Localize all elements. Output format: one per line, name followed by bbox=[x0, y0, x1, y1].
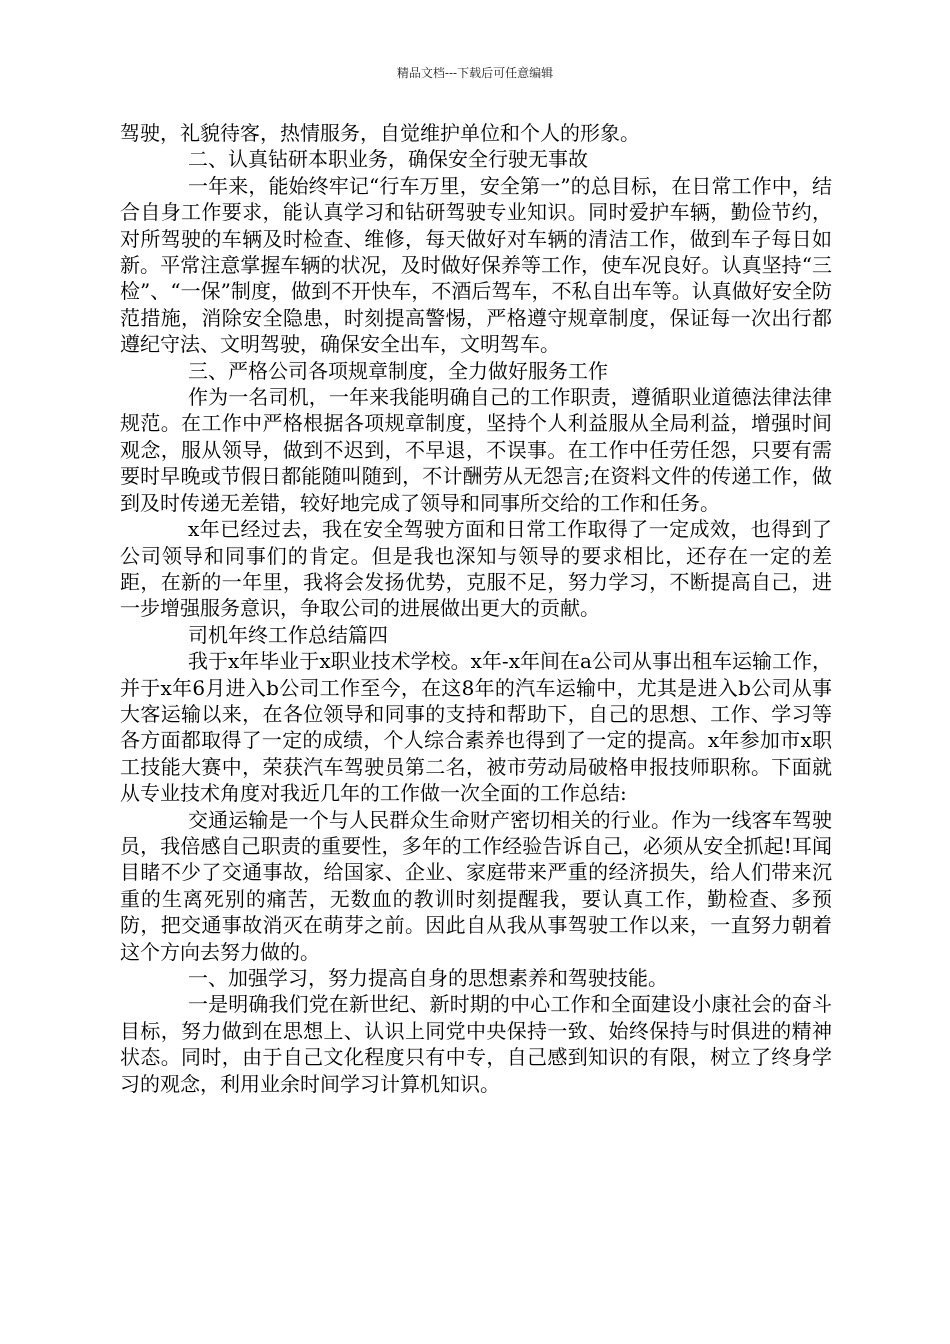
section-heading: 二、认真钻研本职业务，确保安全行驶无事故 bbox=[188, 147, 588, 172]
document-body bbox=[120, 120, 832, 1097]
paragraph: 驾驶，礼貌待客，热情服务，自觉维护单位和个人的形象。 bbox=[120, 121, 640, 145]
paragraph: 一年来，能始终牢记“行车万里，安全第一”的总目标，在日常工作中，结合自身工作要求，能认真学习和钻研驾驶专业知识。同时爱护车辆，勤俭节约，对所驾驶的车辆及时检查、维修，每天做好对车辆的清洁工作，做到车子每日如新。平常注意掌握车辆的状况，及时做好保养等工作，使车况良好。认真坚持“三检”、“一保”制度，做到不开快车，不酒后驾车，不私自出车等。认真做好安全防范措施，消除安全隐患，时刻提高警惕，严格遵守规章制度，保证每一次出行都遵纪守法、文明驾驶，确保安全出车，文明驾车。 bbox=[120, 173, 832, 357]
page-header: 精品文档---下载后可任意编辑 bbox=[396, 66, 554, 80]
section-heading: 三、严格公司各项规章制度，全力做好服务工作 bbox=[188, 358, 608, 383]
paragraph: 交通运输是一个与人民群众生命财产密切相关的行业。作为一线客车驾驶员，我倍感自己职责的重要性，多年的工作经验告诉自己，必须从安全抓起!耳闻目睹不少了交通事故，给国家、企业、家庭带来严重的经济损失，给人们带来沉重的生离死别的痛苦，无数血的教训时刻提醒我，要认真工作，勤检查、多预防，把交通事故消灭在萌芽之前。因此自从我从事驾驶工作以来，一直努力朝着这个方向去努力做的。 bbox=[120, 807, 832, 964]
paragraph: x年已经过去，我在安全驾驶方面和日常工作取得了一定成效，也得到了公司领导和同事们的肯定。但是我也深知与领导的要求相比，还存在一定的差距，在新的一年里，我将会发扬优势，克服不足，努力学习，不断提高自己，进一步增强服务意识，争取公司的进展做出更大的贡献。 bbox=[120, 517, 832, 621]
paragraph: 一是明确我们党在新世纪、新时期的中心工作和全面建设小康社会的奋斗目标，努力做到在思想上、认识上同党中央保持一致、始终保持与时俱进的精神状态。同时，由于自己文化程度只有中专，自己感到知识的有限，树立了终身学习的观念，利用业余时间学习计算机知识。 bbox=[120, 992, 832, 1096]
section-heading: 一、加强学习，努力提高自身的思想素养和驾驶技能。 bbox=[188, 966, 668, 990]
paragraph: 作为一名司机，一年来我能明确自己的工作职责，遵循职业道德法律法律规范。在工作中严格根据各项规章制度，坚持个人利益服从全局利益，增强时间观念，服从领导，做到不迟到，不早退，不误事。在工作中任劳任怨，只要有需要时早晚或节假日都能随叫随到，不计酬劳从无怨言;在资料文件的传递工作，做到及时传递无差错，较好地完成了领导和同事所交给的工作和任务。 bbox=[120, 385, 832, 515]
section-title: 司机年终工作总结篇四 bbox=[188, 622, 388, 647]
paragraph: 我于x年毕业于x职业技术学校。x年-x年间在a公司从事出租车运输工作，并于x年6月进入b公司工作至今，在这8年的汽车运输中，尤其是进入b公司从事大客运输以来，在各位领导和同事的支持和帮助下，自己的思想、工作、学习等各方面都取得了一定的成绩，个人综合素养也得到了一定的提高。x年参加市x职工技能大赛中，荣获汽车驾驶员第二名，被市劳动局破格申报技师职称。下面就从专业技术角度对我近几年的工作做一次全面的工作总结: bbox=[120, 649, 832, 806]
